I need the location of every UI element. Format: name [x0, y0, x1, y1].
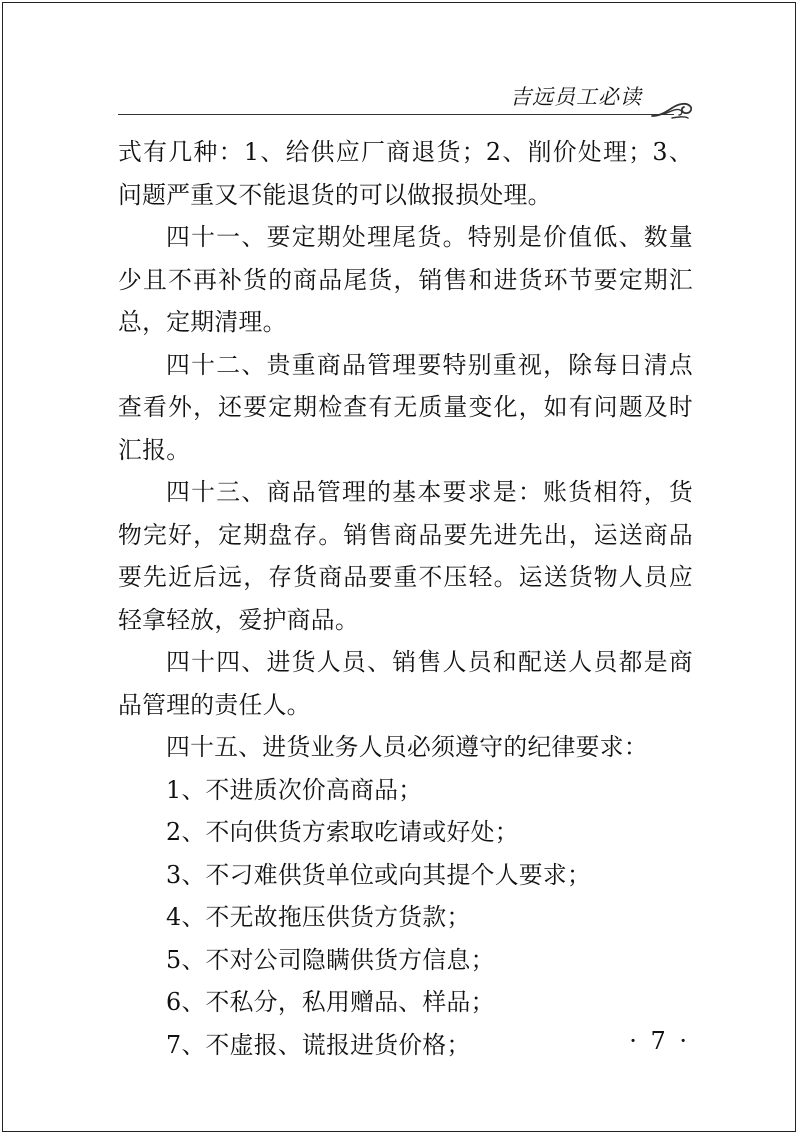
paragraph-44: 四十四、进货人员、销售人员和配送人员都是商品管理的责任人。 — [118, 648, 693, 719]
list-item: 7、不虚报、谎报进货价格； — [166, 1030, 471, 1059]
list-item: 2、不向供货方索取吃请或好处； — [166, 818, 519, 846]
header-rule — [118, 114, 674, 115]
page-number: · 7 · — [629, 1027, 690, 1055]
list-item: 3、不刁难供货单位或向其提个人要求； — [166, 860, 592, 889]
paragraph-42: 四十二、贵重商品管理要特别重视，除每日清点查看外，还要定期检查有无质量变化，如有问题及时汇报。 — [118, 350, 693, 464]
list-item: 1、不进质次价高商品； — [166, 775, 423, 804]
list-item: 5、不对公司隐瞒供货方信息； — [166, 945, 495, 974]
running-header — [0, 0, 800, 120]
continuation-paragraph: 式有几种：1、给供应厂商退货；2、削价处理；3、问题严重又不能退货的可以做报损处理。 — [118, 138, 693, 209]
list-item: 4、不无故拖压供货方货款； — [166, 903, 471, 931]
book-title: 吉远员工必读 — [510, 85, 642, 109]
body-text — [118, 131, 693, 1066]
paragraph-43: 四十三、商品管理的基本要求是：账货相符，货物完好，定期盘存。销售商品要先进先出，运送商品要先近后远，存货商品要重不压轻。运送货物人员应轻拿轻放，爱护商品。 — [118, 478, 693, 634]
paragraph-41: 四十一、要定期处理尾货。特别是价值低、数量少且不再补货的商品尾货，销售和进货环节要定期汇总，定期清理。 — [118, 223, 693, 336]
swirl-ornament-icon — [650, 92, 694, 122]
list-item: 6、不私分，私用赠品、样品； — [166, 988, 495, 1016]
paragraph-45: 四十五、进货业务人员必须遵守的纪律要求： — [166, 733, 648, 761]
